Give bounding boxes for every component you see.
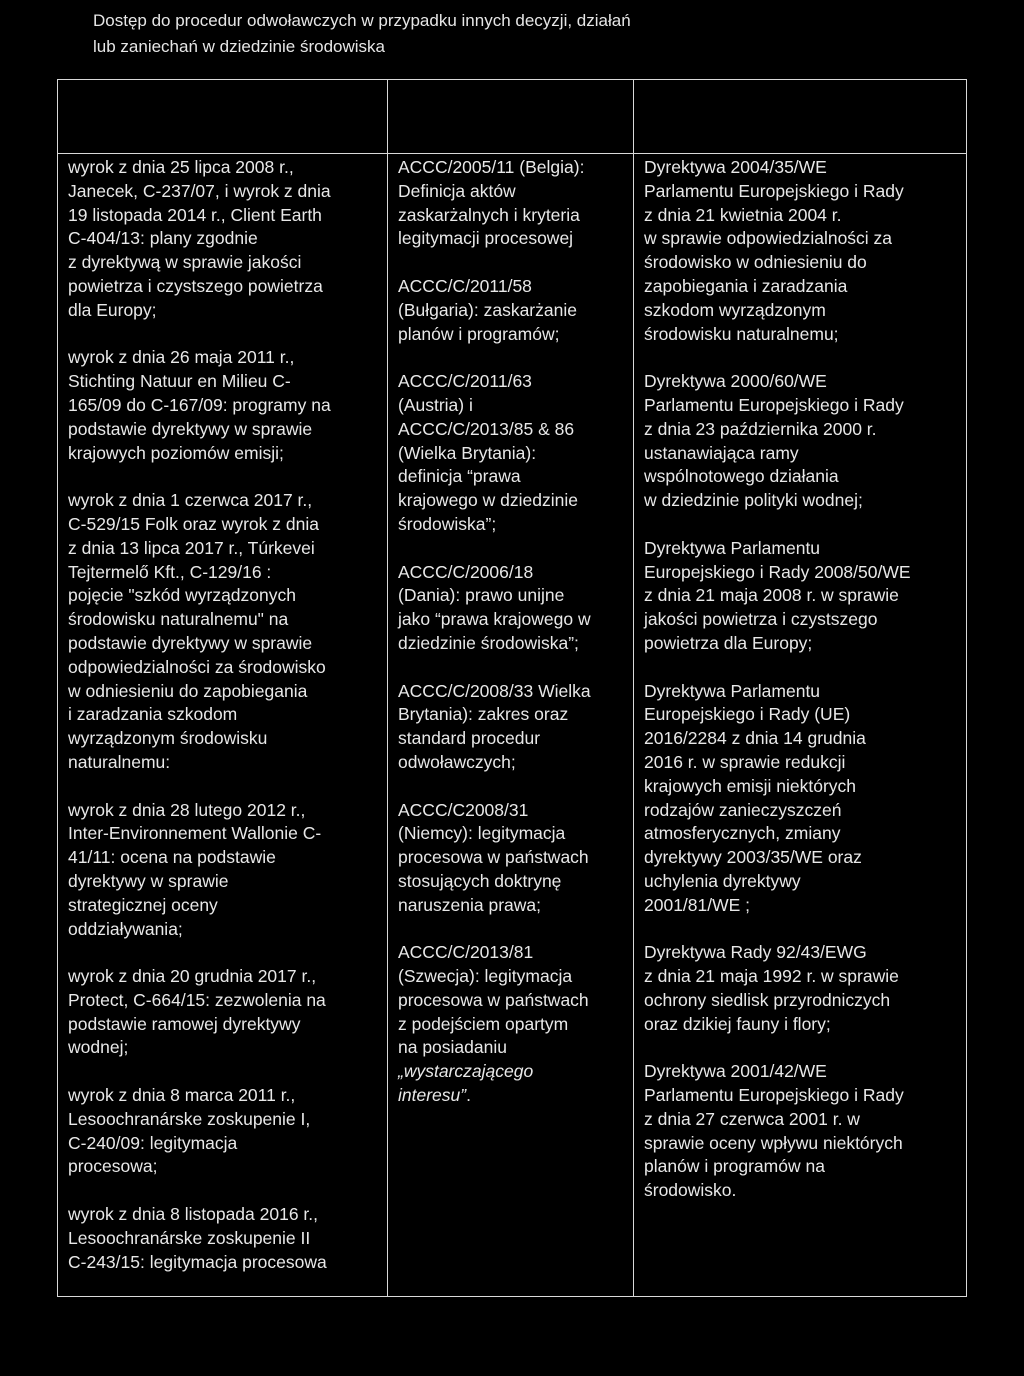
directive-entry: Dyrektywa 2000/60/WE Parlamentu Europejskiego i Rady z dnia 23 października 2000 r. ustanawiająca ramy wspólnotowego działania w dziedzinie polityki wodnej; [644, 371, 904, 511]
reference-table [57, 79, 967, 1297]
accc-entry: ACCC/C/2006/18 (Dania): prawo unijne jako “prawa krajowego w dziedzinie środowiska”; [398, 561, 591, 653]
accc-entry: ACCC/C/2008/33 Wielka Brytania): zakres oraz standard procedur odwoławczych; [398, 680, 591, 772]
accc-entry: ACCC/C2008/31 (Niemcy): legitymacja procesowa w państwach stosujących doktrynę naruszenia prawa; [398, 799, 589, 915]
accc-entry-text: ACCC/C/2013/81 (Szwecja): legitymacja procesowa w państwach z podejściem opartym na posiadaniu [398, 942, 589, 1058]
accc-findings-column [398, 156, 630, 1108]
directive-entry: Dyrektywa 2001/42/WE Parlamentu Europejskiego i Rady z dnia 27 czerwca 2001 r. w sprawie oceny wpływu niektórych planów i programów na środowisko. [644, 1061, 904, 1201]
column-divider [387, 80, 388, 1296]
judgment-entry: wyrok z dnia 1 czerwca 2017 r., C-529/15 Folk oraz wyrok z dnia z dnia 13 lipca 2017 r., Túrkevei Tejtermelő Kft., C-129/16 : pojęcie "szkód wyrządzonych środowisku naturalnemu" na podstawie dyrektywy w sprawie odpowiedzialności za środowisko w odniesieniu do zapobiegania i zaradzania szkodom wyrządzonym środowisku naturalnemu: [68, 490, 326, 772]
judgment-entry: wyrok z dnia 20 grudnia 2017 r., Protect, C-664/15: zezwolenia na podstawie ramowej dyrektywy wodnej; [68, 966, 326, 1058]
table-header-cell-judgments [58, 80, 387, 153]
directive-entry: Dyrektywa Parlamentu Europejskiego i Rady (UE) 2016/2284 z dnia 14 grudnia 2016 r. w sprawie redukcji krajowych emisji niektórych rodzajów zanieczyszczeń atmosferycznych, zmiany dyrektywy 2003/35/WE oraz uchylenia dyrektywy 2001/81/WE ; [644, 680, 866, 915]
accc-entry: ACCC/2005/11 (Belgia): Definicja aktów zaskarżalnych i kryteria legitymacji procesowej [398, 157, 585, 249]
judgment-entry: wyrok z dnia 26 maja 2011 r., Stichting Natuur en Milieu C- 165/09 do C-167/09: programy na podstawie dyrektywy w sprawie krajowych poziomów emisji; [68, 347, 331, 463]
judgment-entry: wyrok z dnia 8 listopada 2016 r., Lesoochranárske zoskupenie II C-243/15: legitymacja procesowa [68, 1204, 327, 1272]
page-title [93, 8, 813, 60]
table-header-cell-directives [634, 80, 967, 153]
directive-entry: Dyrektywa Parlamentu Europejskiego i Rady 2008/50/WE z dnia 21 maja 2008 r. w sprawie jakości powietrza i czystszego powietrza dla Europy; [644, 537, 911, 653]
judgment-entry: wyrok z dnia 28 lutego 2012 r., Inter-Environnement Wallonie C- 41/11: ocena na podstawie dyrektywy w sprawie strategicznej oceny oddziaływania; [68, 799, 322, 939]
title-line-2: lub zaniechań w dziedzinie środowiska [93, 37, 385, 56]
accc-entry-italic: „wystarczającego interesu” [398, 1061, 534, 1106]
directives-column [644, 156, 962, 1203]
accc-entry-last [398, 941, 630, 1108]
directive-entry: Dyrektywa 2004/35/WE Parlamentu Europejskiego i Rady z dnia 21 kwietnia 2004 r. w sprawie odpowiedzialności za środowisko w odniesieniu do zapobiegania i zaradzania szkodom wyrządzonym środowisku naturalnemu; [644, 157, 904, 344]
judgment-entry: wyrok z dnia 8 marca 2011 r., Lesoochranárske zoskupenie I, C-240/09: legitymacja procesowa; [68, 1085, 311, 1177]
title-line-1: Dostęp do procedur odwoławczych w przypadku innych decyzji, działań [93, 11, 631, 30]
directive-entry: Dyrektywa Rady 92/43/EWG z dnia 21 maja 1992 r. w sprawie ochrony siedlisk przyrodniczych oraz dzikiej fauny i flory; [644, 942, 899, 1034]
header-divider [58, 153, 966, 154]
accc-entry: ACCC/C/2011/58 (Bułgaria): zaskarżanie planów i programów; [398, 275, 577, 344]
accc-entry-end: . [466, 1085, 471, 1106]
judgment-entry: wyrok z dnia 25 lipca 2008 r., Janecek, C-237/07, i wyrok z dnia 19 listopada 2014 r., Client Earth C-404/13: plany zgodnie z dyrektywą w sprawie jakości powietrza i czystszego powietrza dla Europy; [68, 157, 331, 320]
accc-entry: ACCC/C/2011/63 (Austria) i ACCC/C/2013/85 & 86 (Wielka Brytania): definicja “prawa krajowego w dziedzinie środowiska”; [398, 371, 578, 534]
judgments-column [68, 156, 380, 1274]
column-divider [633, 80, 634, 1296]
table-header-cell-accc [388, 80, 633, 153]
